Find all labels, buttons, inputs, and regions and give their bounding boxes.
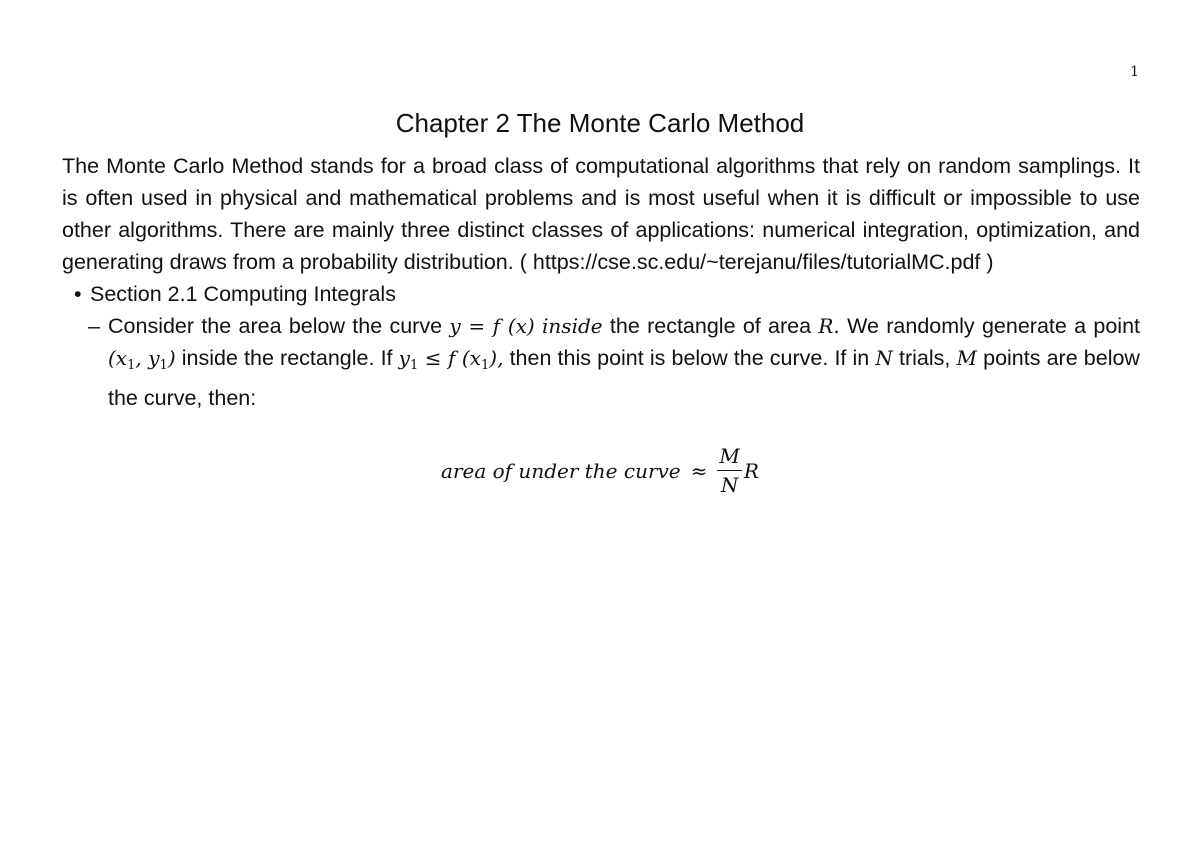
section-list <box>62 278 1140 310</box>
approx-symbol: ≈ <box>690 458 708 483</box>
bullet-icon: • <box>74 282 82 306</box>
reference-url: https://cse.sc.edu/~terejanu/files/tutorialMC.pdf ) <box>532 250 994 274</box>
math-curve-equation: y = f (x) <box>449 314 535 338</box>
subsection-item <box>62 310 1140 414</box>
fraction-denominator: N <box>720 473 739 497</box>
page-number: 1 <box>1130 64 1139 80</box>
item-text-5: then this point is below the curve. If in <box>509 346 870 370</box>
section-item <box>62 278 1140 310</box>
dash-icon: – <box>88 314 100 338</box>
chapter-title: Chapter 2 The Monte Carlo Method <box>395 108 805 138</box>
math-inside: inside <box>542 314 603 338</box>
fraction <box>717 442 741 499</box>
item-text-4: inside the rectangle. If <box>181 346 393 370</box>
item-text-7: points are below the curve, then: <box>108 346 1140 410</box>
item-text-1: Consider the area below the curve <box>108 314 443 338</box>
intro-paragraph <box>62 150 1140 278</box>
item-text-3: We randomly generate a point <box>847 314 1140 338</box>
fraction-numerator: M <box>717 442 741 471</box>
formula-factor: R <box>743 458 759 483</box>
math-condition: $y_1 \le f$ $(x_1)$, <box>398 346 504 373</box>
page-content <box>62 150 1140 414</box>
item-text-6: trials, <box>899 346 951 370</box>
math-point: ($x_1$, $y_1$) <box>108 346 176 373</box>
intro-text: The Monte Carlo Method stands for a broad class of computational algorithms that rely on random samplings. It is often used in physical and mathematical problems and is most useful when it is difficult or impossible to use other algorithms. There are mainly three distinct classes of applications: numerical integration, optimization, and generating draws from a probability distribution. ( <box>62 154 1140 274</box>
item-text-2: the rectangle of area <box>609 314 812 338</box>
math-m: M <box>956 346 977 370</box>
math-area-r: R. <box>818 314 840 338</box>
math-n: N <box>875 346 893 370</box>
area-formula <box>0 442 1200 499</box>
formula-lhs: area of under the curve <box>441 458 681 483</box>
section-heading: Section 2.1 Computing Integrals <box>90 282 396 306</box>
